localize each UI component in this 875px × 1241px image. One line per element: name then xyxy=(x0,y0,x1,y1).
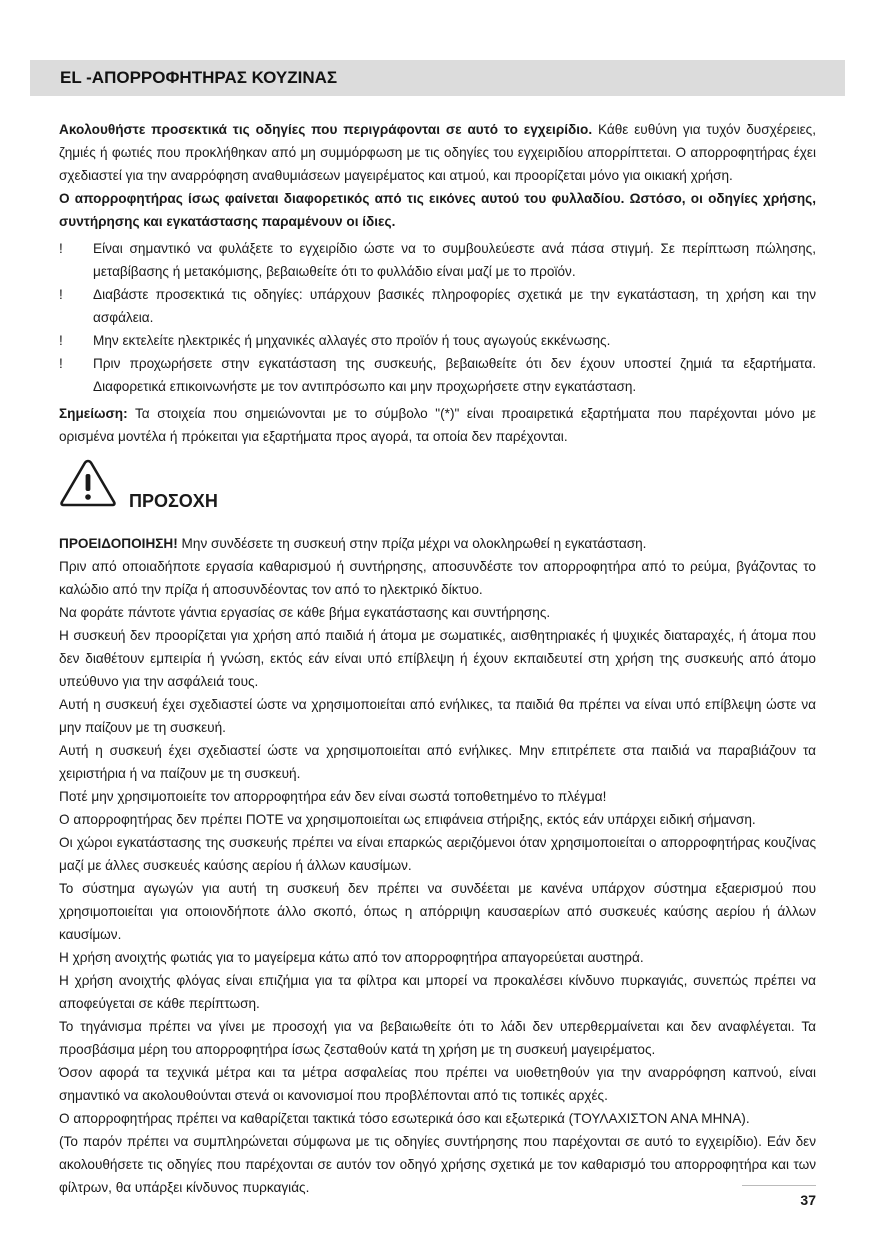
intro-bold-lead: Ακολουθήστε προσεκτικά τις οδηγίες που περιγράφονται σε αυτό το εγχειρίδιο. xyxy=(59,122,593,137)
section-title: EL -ΑΠΟΡΡΟΦΗΤΗΡΑΣ ΚΟΥΖΙΝΑΣ xyxy=(60,68,338,87)
list-item: ! Πριν προχωρήσετε στην εγκατάσταση της συσκευής, βεβαιωθείτε ότι δεν έχουν υποστεί ζημιά τα εξαρτήματα. Διαφορετικά επικοινωνήστε με τον αντιπρόσωπο και μην προχωρήσετε στην εγκατάσταση. xyxy=(59,352,816,398)
bullet-marker: ! xyxy=(59,241,63,256)
warning-paragraph: Η συσκευή δεν προορίζεται για χρήση από παιδιά ή άτομα με σωματικές, αισθητηριακές ή ψυχικές διαταραχές, ή άτομα που δεν διαθέτουν εμπειρία ή γνώση, εκτός εάν είναι υπό επίβλεψη ή έχουν εκπαιδευτεί στη χρήση της συσκευής από άτομο υπεύθυνο για την ασφάλειά τους. xyxy=(59,628,816,689)
warning-paragraph: Πριν από οποιαδήποτε εργασία καθαρισμού ή συντήρησης, αποσυνδέστε τον απορροφητήρα από το ρεύμα, βγάζοντας το καλώδιο από την πρίζα ή αποσυνδέοντας τον από το ηλεκτρικό δίκτυο. xyxy=(59,559,816,597)
note-text: Τα στοιχεία που σημειώνονται με το σύμβολο "(*)" είναι προαιρετικά εξαρτήματα που παρέχονται μόνο με ορισμένα μοντέλα ή πρόκειται για εξαρτήματα προς αγορά, τα οποία δεν παρέχονται. xyxy=(59,406,816,444)
warning-title: ΠΡΟΣΟΧΗ xyxy=(129,491,218,511)
section-header-bar xyxy=(30,60,845,96)
bullet-marker: ! xyxy=(59,333,63,348)
warning-paragraph: Οι χώροι εγκατάστασης της συσκευής πρέπει να είναι επαρκώς αεριζόμενοι όταν χρησιμοποιείται ο απορροφητήρας κουζίνας μαζί με άλλες συσκευές καύσης αερίου ή άλλων καυσίμων. xyxy=(59,835,816,873)
footer-divider xyxy=(742,1185,816,1186)
warning-lead-label: ΠΡΟΕΙΔΟΠΟΙΗΣΗ! xyxy=(59,536,178,551)
warning-paragraph: Αυτή η συσκευή έχει σχεδιαστεί ώστε να χρησιμοποιείται από ενήλικες. Μην επιτρέπετε στα παιδιά να παραβιάζουν τα χειριστήρια ή να παίζουν με τη συσκευή. xyxy=(59,743,816,781)
page-content xyxy=(59,118,816,1199)
warning-paragraph: Το τηγάνισμα πρέπει να γίνει με προσοχή για να βεβαιωθείτε ότι το λάδι δεν υπερθερμαίνεται και δεν αναφλέγεται. Τα προσβάσιμα μέρη του απορροφητήρα ίσως ζεσταθούν κατά τη χρήση με τη συσκευή μαγειρέματος. xyxy=(59,1019,816,1057)
intro-text: Κάθε ευθύνη για τυχόν δυσχέρειες, ζημιές ή φωτιές που προκλήθηκαν από μη συμμόρφωση με τις οδηγίες του εγχειριδίου απορρίπτεται. Ο απορροφητήρας έχει σχεδιαστεί για την αναρρόφηση αναθυμιάσεων μαγειρέματος και ατμού, και προορίζεται μόνο για οικιακή χρήση. xyxy=(59,122,817,183)
warning-paragraph: Ο απορροφητήρας δεν πρέπει ΠΟΤΕ να χρησιμοποιείται ως επιφάνεια στήριξης, εκτός εάν υπάρχει ειδική σήμανση. xyxy=(59,812,756,827)
warning-paragraph: Ποτέ μην χρησιμοποιείτε τον απορροφητήρα εάν δεν είναι σωστά τοποθετημένο το πλέγμα! xyxy=(59,789,607,804)
bullet-marker: ! xyxy=(59,287,63,302)
warning-paragraph: Το σύστημα αγωγών για αυτή τη συσκευή δεν πρέπει να συνδέεται με κανένα υπάρχον σύστημα εξαερισμού που χρησιμοποιείται για οποιονδήποτε άλλο σκοπό, όπως η απόρριψη καυσαερίων από συσκευές καύσης αερίου ή άλλων καυσίμων. xyxy=(59,881,816,942)
warning-triangle-icon xyxy=(59,458,117,508)
warning-paragraph: Αυτή η συσκευή έχει σχεδιαστεί ώστε να χρησιμοποιείται από ενήλικες, τα παιδιά θα πρέπει να είναι υπό επίβλεψη ώστε να μην παίζουν με τη συσκευή. xyxy=(59,697,816,735)
bullet-marker: ! xyxy=(59,356,63,371)
warning-paragraph: Ο απορροφητήρας πρέπει να καθαρίζεται τακτικά τόσο εσωτερικά όσο και εξωτερικά (ΤΟΥΛΑΧΙΣΤΟΝ ΑΝΑ ΜΗΝΑ). xyxy=(59,1111,750,1126)
note-label: Σημείωση: xyxy=(59,406,128,421)
warning-paragraph: Η χρήση ανοιχτής φλόγας είναι επιζήμια για τα φίλτρα και μπορεί να προκαλέσει κίνδυνο πυρκαγιάς, συνεπώς πρέπει να αποφεύγεται σε κάθε περίπτωση. xyxy=(59,973,816,1011)
warning-paragraphs xyxy=(59,532,816,1199)
warning-paragraph: (Το παρόν πρέπει να συμπληρώνεται σύμφωνα με τις οδηγίες συντήρησης που παρέχονται σε αυτό το εγχειρίδιο). Εάν δεν ακολουθήσετε τις οδηγίες που παρέχονται σε αυτόν τον οδηγό χρήσης σχετικά με τον καθαρισμό του απορροφητήρα και των φίλτρων, θα υπάρξει κίνδυνος πυρκαγιάς. xyxy=(59,1134,816,1195)
warning-paragraph: Όσον αφορά τα τεχνικά μέτρα και τα μέτρα ασφαλείας που πρέπει να υιοθετηθούν για την αναρρόφηση καπνού, είναι σημαντικό να ακολουθούνται στενά οι κανονισμοί που προβλέπονται από τις τοπικές αρχές. xyxy=(59,1065,816,1103)
note-paragraph xyxy=(59,402,816,448)
warning-heading xyxy=(59,448,816,532)
warning-paragraph: Η χρήση ανοιχτής φωτιάς για το μαγείρεμα κάτω από τον απορροφητήρα απαγορεύεται αυστηρά. xyxy=(59,950,644,965)
list-item: ! Μην εκτελείτε ηλεκτρικές ή μηχανικές αλλαγές στο προϊόν ή τους αγωγούς εκκένωσης. xyxy=(59,329,816,352)
list-item: ! Διαβάστε προσεκτικά τις οδηγίες: υπάρχουν βασικές πληροφορίες σχετικά με την εγκατάσταση, τη χρήση και την ασφάλεια. xyxy=(59,283,816,329)
intro-paragraph xyxy=(59,118,816,233)
intro-bold-note: Ο απορροφητήρας ίσως φαίνεται διαφορετικός από τις εικόνες αυτού του φυλλαδίου. Ωστόσο, οι οδηγίες χρήσης, συντήρησης και εγκατάστασης παραμένουν οι ίδιες. xyxy=(59,191,816,229)
page-number: 37 xyxy=(800,1192,816,1208)
warning-paragraph: Να φοράτε πάντοτε γάντια εργασίας σε κάθε βήμα εγκατάστασης και συντήρησης. xyxy=(59,605,551,620)
list-item: ! Είναι σημαντικό να φυλάξετε το εγχειρίδιο ώστε να το συμβουλεύεστε ανά πάσα στιγμή. Σε περίπτωση πώλησης, μεταβίβασης ή μετακόμισης, βεβαιωθείτε ότι το φυλλάδιο είναι μαζί με το προϊόν. xyxy=(59,237,816,283)
warning-lead: ΠΡΟΕΙΔΟΠΟΙΗΣΗ! Μην συνδέσετε τη συσκευή στην πρίζα μέχρι να ολοκληρωθεί η εγκατάσταση. xyxy=(59,536,647,551)
bullet-list xyxy=(59,237,816,398)
